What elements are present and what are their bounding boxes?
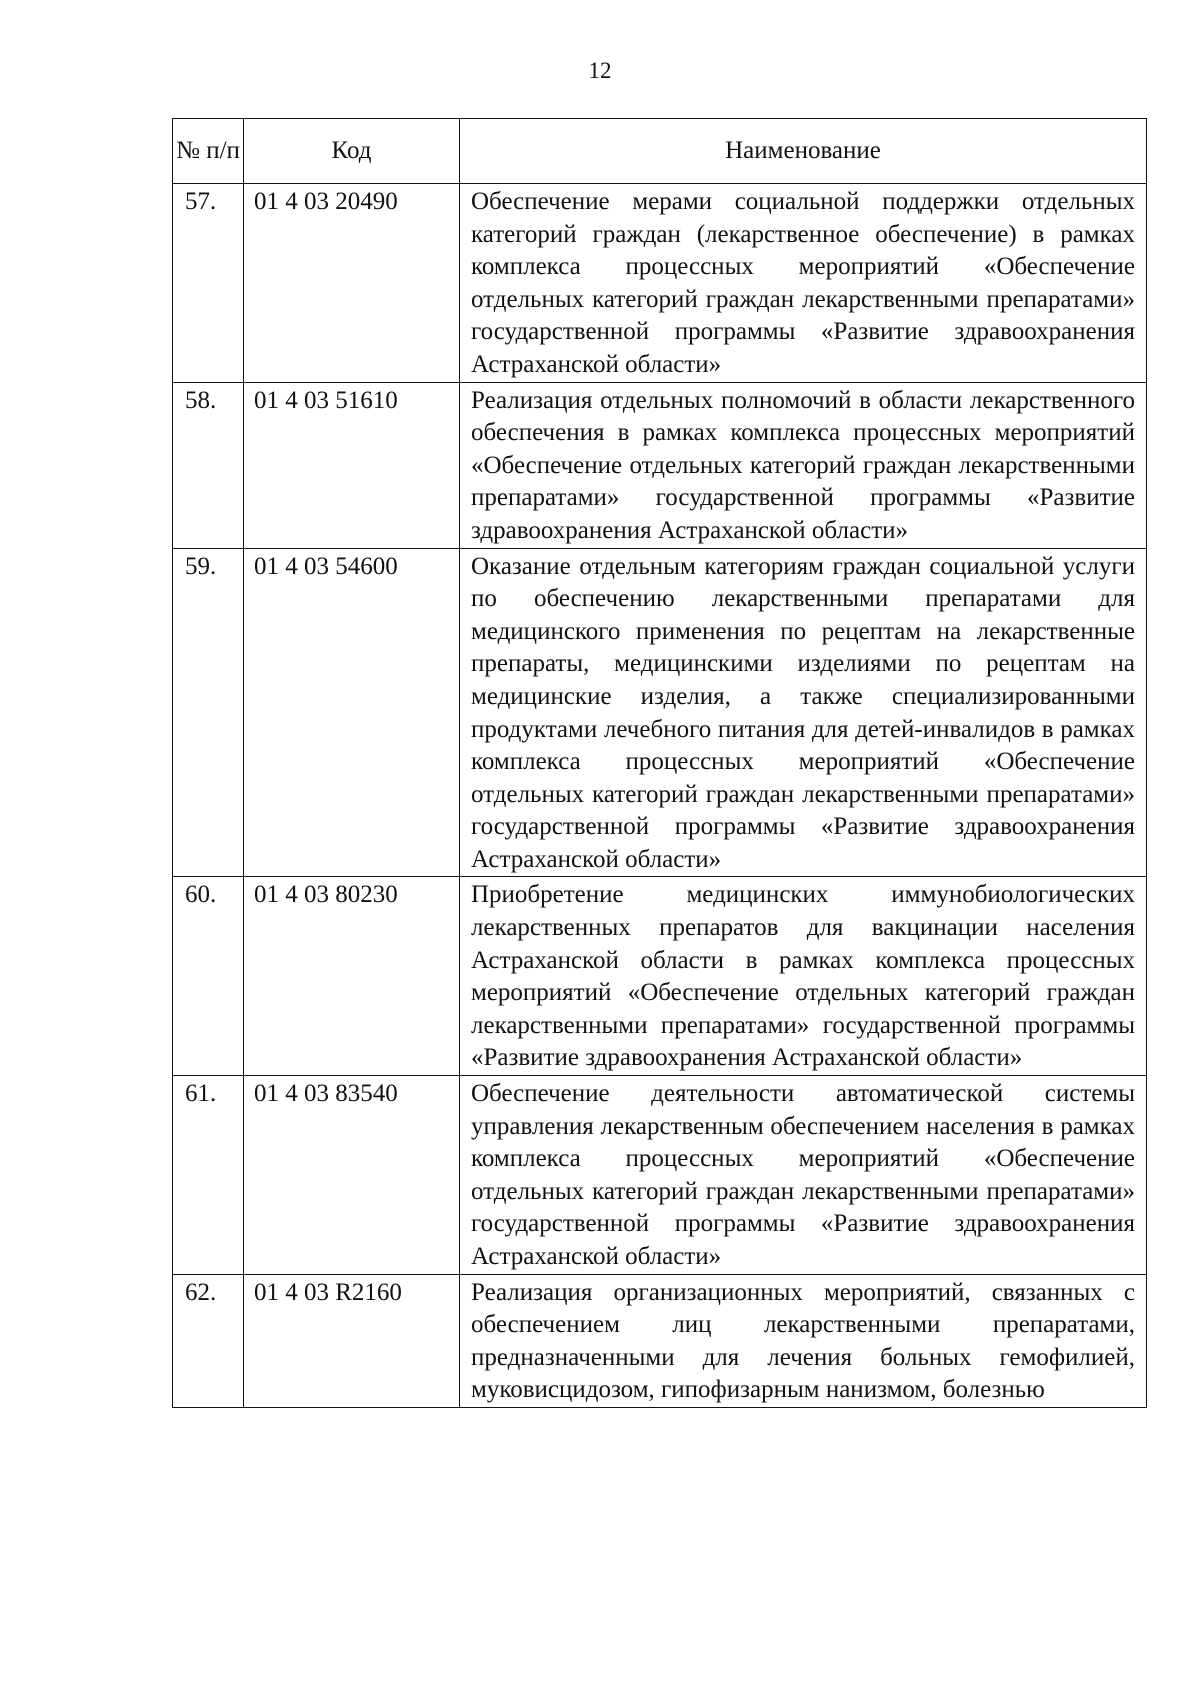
row-code: 01 4 03 51610 — [244, 382, 460, 548]
row-name: Реализация отдельных полномочий в области лекарственного обеспечения в рамках комплекса процессных мероприятий «Обеспечение отдельных категорий граждан лекарственными препаратами» государственной программы «Развитие здравоохранения Астраханской области» — [460, 382, 1147, 548]
row-code: 01 4 03 80230 — [244, 877, 460, 1076]
page-number: 12 — [588, 58, 612, 83]
row-code: 01 4 03 20490 — [244, 184, 460, 383]
row-code: 01 4 03 54600 — [244, 548, 460, 877]
row-name: Обеспечение мерами социальной поддержки отдельных категорий граждан (лекарственное обеспечение) в рамках комплекса процессных мероприятий «Обеспечение отдельных категорий граждан лекарственными препаратами» государственной программы «Развитие здравоохранения Астраханской области» — [460, 184, 1147, 383]
row-number: 57. — [173, 184, 244, 383]
row-name: Реализация организационных мероприятий, связанных с обеспечением лиц лекарственными препаратами, предназначенными для лечения больных гемофилией, муковисцидозом, гипофизарным нанизмом, болезнью — [460, 1274, 1147, 1407]
budget-classification-table — [172, 118, 1147, 1408]
row-name: Приобретение медицинских иммунобиологических лекарственных препаратов для вакцинации населения Астраханской области в рамках комплекса процессных мероприятий «Обеспечение отдельных категорий граждан лекарственными препаратами» государственной программы «Развитие здравоохранения Астраханской области» — [460, 877, 1147, 1076]
header-code: Код — [244, 119, 460, 184]
table-row — [173, 877, 1147, 1076]
row-code: 01 4 03 R2160 — [244, 1274, 460, 1407]
table-row — [173, 1076, 1147, 1275]
row-number: 62. — [173, 1274, 244, 1407]
table-row — [173, 382, 1147, 548]
table-row — [173, 1274, 1147, 1407]
row-number: 59. — [173, 548, 244, 877]
table-row — [173, 548, 1147, 877]
header-name: Наименование — [460, 119, 1147, 184]
table-header-row — [173, 119, 1147, 184]
row-name: Обеспечение деятельности автоматической системы управления лекарственным обеспечением населения в рамках комплекса процессных мероприятий «Обеспечение отдельных категорий граждан лекарственными препаратами» государственной программы «Развитие здравоохранения Астраханской области» — [460, 1076, 1147, 1275]
table-row — [173, 184, 1147, 383]
row-number: 58. — [173, 382, 244, 548]
row-name: Оказание отдельным категориям граждан социальной услуги по обеспечению лекарственными препаратами для медицинского применения по рецептам на лекарственные препараты, медицинскими изделиями по рецептам на медицинские изделия, а также специализированными продуктами лечебного питания для детей-инвалидов в рамках комплекса процессных мероприятий «Обеспечение отдельных категорий граждан лекарственными препаратами» государственной программы «Развитие здравоохранения Астраханской области» — [460, 548, 1147, 877]
row-number: 60. — [173, 877, 244, 1076]
header-number: № п/п — [173, 119, 244, 184]
row-code: 01 4 03 83540 — [244, 1076, 460, 1275]
row-number: 61. — [173, 1076, 244, 1275]
